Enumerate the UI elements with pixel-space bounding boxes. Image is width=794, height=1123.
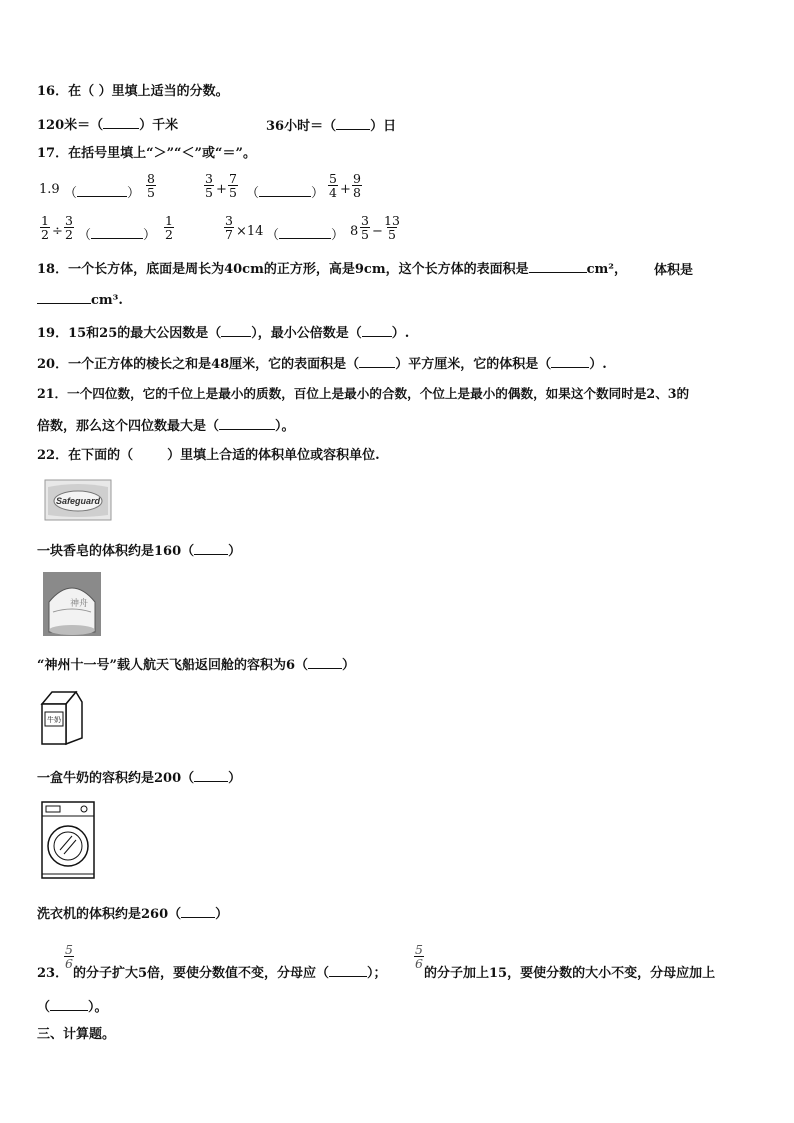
q19-text: 19．15和25的最大公因数是（ (37, 326, 222, 341)
q16-b-blank[interactable] (336, 116, 370, 130)
q23-text1: 的分子扩大5倍，要使分数值不变，分母应（ (73, 966, 330, 981)
q17-r2c2-paren: （ ） (266, 224, 344, 243)
q18-line1 (37, 259, 627, 279)
q21-blank[interactable] (219, 416, 275, 430)
soap-brand-text: Safeguard (55, 496, 101, 506)
q17-r1c1-number: 1.9 (39, 182, 60, 197)
q21-line2-a: 倍数，那么这个四位数最大是（ (37, 419, 220, 434)
q16-b-right: ）日 (370, 119, 397, 134)
q22-washer: 洗衣机的体积约是260（ ） (37, 904, 228, 924)
q17-r1c1-frac: $\frac{8}{5}$ (147, 171, 155, 200)
q20-end: ）. (589, 357, 607, 372)
q17-r1c2-f2: $\frac{7}{5}$ (229, 171, 237, 200)
q20-text: 20．一个正方体的棱长之和是48厘米，它的表面积是（ (37, 357, 360, 372)
q23-blank-2[interactable] (50, 997, 88, 1011)
q16-b-left: 36小时＝（ (266, 119, 337, 134)
q23-text2: 的分子加上15，要使分数的大小不变，分母应加上 (424, 966, 716, 981)
q23-frac-1: $\frac{5}{6}$ (65, 942, 73, 971)
q17-r1c1-paren: （ ） (64, 182, 140, 201)
q22-soap: 一块香皂的体积约是160（ ） (37, 541, 241, 561)
washing-machine-image (40, 800, 96, 882)
q17-r1c1-blank[interactable] (77, 183, 127, 197)
milk-mark-text: 牛奶 (47, 716, 61, 724)
q22-washer-text: 洗衣机的体积约是260（ (37, 907, 182, 922)
q18-volume-blank[interactable] (37, 290, 91, 304)
q17-r2c1-f1: $\frac{1}{2}$ (41, 213, 49, 242)
capsule-mark-text: 神舟 (69, 599, 89, 609)
q21-line2 (37, 416, 295, 436)
capsule-image (43, 572, 101, 636)
q17-r2c1-f3: $\frac{1}{2}$ (165, 213, 173, 242)
milk-carton-image (38, 688, 86, 746)
q22-title-a: 22．在下面的（ (37, 448, 134, 463)
q22-title (37, 447, 380, 465)
q21-line1: 21．一个四位数，它的千位上是最小的质数，百位上是最小的合数，个位上是最小的偶数，如果这个数同时是2、3的 (37, 386, 690, 401)
q22-soap-blank[interactable] (194, 541, 228, 555)
q17-r2c1-paren: （ ） (78, 224, 156, 243)
q22-soap-text: 一块香皂的体积约是160（ (37, 544, 195, 559)
q18-text2: 体积是 (654, 263, 694, 278)
q17-div: ÷ (52, 224, 63, 239)
q17-r1c2-paren: （ ） (246, 182, 324, 201)
q17-plus-2: + (340, 182, 351, 197)
q17-r1c2-f4: $\frac{9}{8}$ (353, 171, 361, 200)
q23-text1-end: ）； (367, 966, 387, 981)
q17-r2c1-f2: $\frac{3}{2}$ (65, 213, 73, 242)
q16-b (266, 115, 396, 134)
q22-washer-blank[interactable] (181, 904, 215, 918)
q20-mid: ）平方厘米，它的体积是（ (395, 357, 552, 372)
q17-r1c2-blank[interactable] (259, 183, 311, 197)
q16-a-blank[interactable] (103, 115, 139, 129)
q17-r2c2-whole: 8 (350, 224, 359, 239)
q22-title-b: ）里填上合适的体积单位或容积单位. (167, 448, 380, 463)
section-calculation-title: 三、计算题。 (37, 1027, 116, 1042)
q20-area-blank[interactable] (359, 354, 395, 368)
q19-end: ）. (391, 326, 410, 341)
q23-line2: （ ）。 (37, 997, 108, 1017)
q18-unit2: cm³. (91, 293, 123, 308)
q23-num: 23． (37, 966, 69, 981)
q21-line2-b: ）。 (275, 419, 295, 434)
q17-r2c2-times: ×14 (236, 224, 264, 239)
q23-frac-2: $\frac{5}{6}$ (415, 942, 423, 971)
q22-capsule-blank[interactable] (308, 655, 342, 669)
q18-text1: 18．一个长方体，底面是周长为40cm的正方形，高是9cm，这个长方体的表面积是 (37, 262, 529, 277)
q17-r2c2-f1: $\frac{3}{7}$ (225, 213, 233, 242)
q18-line2 (37, 290, 123, 310)
q22-milk: 一盒牛奶的容积约是200（ ） (37, 768, 241, 788)
soap-image (44, 479, 112, 521)
q19-lcm-blank[interactable] (362, 323, 392, 337)
q17-r2c1-blank[interactable] (91, 225, 143, 239)
q22-milk-blank[interactable] (194, 768, 228, 782)
q18-area-blank[interactable] (529, 259, 587, 273)
q19 (37, 323, 409, 343)
q23-blank-1[interactable] (329, 963, 367, 977)
q23-part1 (73, 962, 387, 981)
q22-capsule: “神州十一号”载人航天飞船返回舱的容积为6（ ） (37, 655, 355, 675)
q19-gcd-blank[interactable] (221, 323, 251, 337)
q17-r2c2-f3: $\frac{13}{5}$ (384, 213, 400, 242)
q17-plus-1: + (216, 182, 227, 197)
q17-minus: − (372, 224, 383, 239)
q17-title: 17．在括号里填上“＞”“＜”或“＝”。 (37, 146, 256, 161)
q19-mid: ），最小公倍数是（ (251, 326, 362, 341)
q16-a-left: 120米＝（ (37, 118, 104, 133)
q22-milk-text: 一盒牛奶的容积约是200（ (37, 771, 195, 786)
q16-a-right: ）千米 (139, 118, 179, 133)
q18-unit1: cm²， (586, 262, 627, 277)
q16-answers (37, 115, 178, 135)
q17-r1c2-f1: $\frac{3}{5}$ (205, 171, 213, 200)
q17-r2c2-f2: $\frac{3}{5}$ (361, 213, 369, 242)
q17-r2c2-blank[interactable] (279, 225, 331, 239)
q16-title: 16．在（ ）里填上适当的分数。 (37, 84, 229, 99)
q20 (37, 354, 607, 374)
q22-capsule-text: “神州十一号”载人航天飞船返回舱的容积为6（ (37, 658, 309, 673)
q17-r1c2-f3: $\frac{5}{4}$ (329, 171, 337, 200)
q20-volume-blank[interactable] (551, 354, 589, 368)
